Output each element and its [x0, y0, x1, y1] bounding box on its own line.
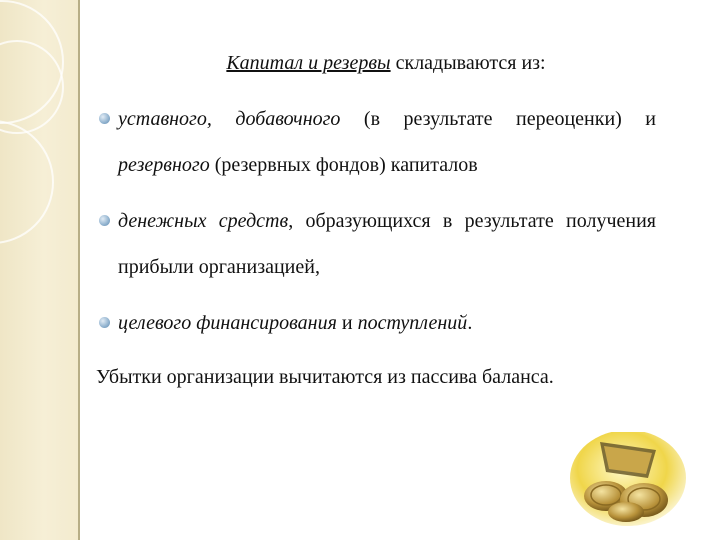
title-rest: складываются из:	[390, 52, 546, 74]
decorative-side-band	[0, 0, 80, 540]
bullet-text-part: резервного	[118, 154, 210, 176]
gold-coins-and-cup-icon	[570, 432, 688, 530]
bullet-icon	[99, 113, 110, 124]
bullet-icon	[99, 317, 110, 328]
bullet-text-part: добавочного	[235, 108, 341, 130]
vertical-divider	[78, 0, 80, 540]
bullet-text-part: уставного,	[118, 108, 236, 130]
slide-title	[116, 40, 656, 86]
bullet-item	[96, 198, 656, 290]
decorative-ring	[0, 120, 54, 244]
bullet-text-part: , образующихся в результате получения прибыли организацией,	[118, 210, 656, 278]
bullet-text-part: поступлений	[357, 312, 468, 334]
bullet-text-part: (резервных фондов) капиталов	[209, 154, 478, 176]
title-emphasis: Капитал и резервы	[226, 52, 391, 74]
bullet-text-part: и	[336, 312, 358, 334]
bullet-text-part: .	[467, 312, 473, 334]
bullet-item	[96, 300, 656, 346]
bullet-text-part: денежных средств	[118, 210, 289, 232]
slide-body	[96, 40, 656, 400]
bullet-icon	[99, 215, 110, 226]
bullet-text-part: (в результате переоценки) и	[340, 108, 656, 130]
bullet-item	[96, 96, 656, 188]
closing-statement: Убытки организации вычитаются из пассива баланса.	[96, 366, 554, 388]
bullet-text-part: целевого финансирования	[118, 312, 337, 334]
